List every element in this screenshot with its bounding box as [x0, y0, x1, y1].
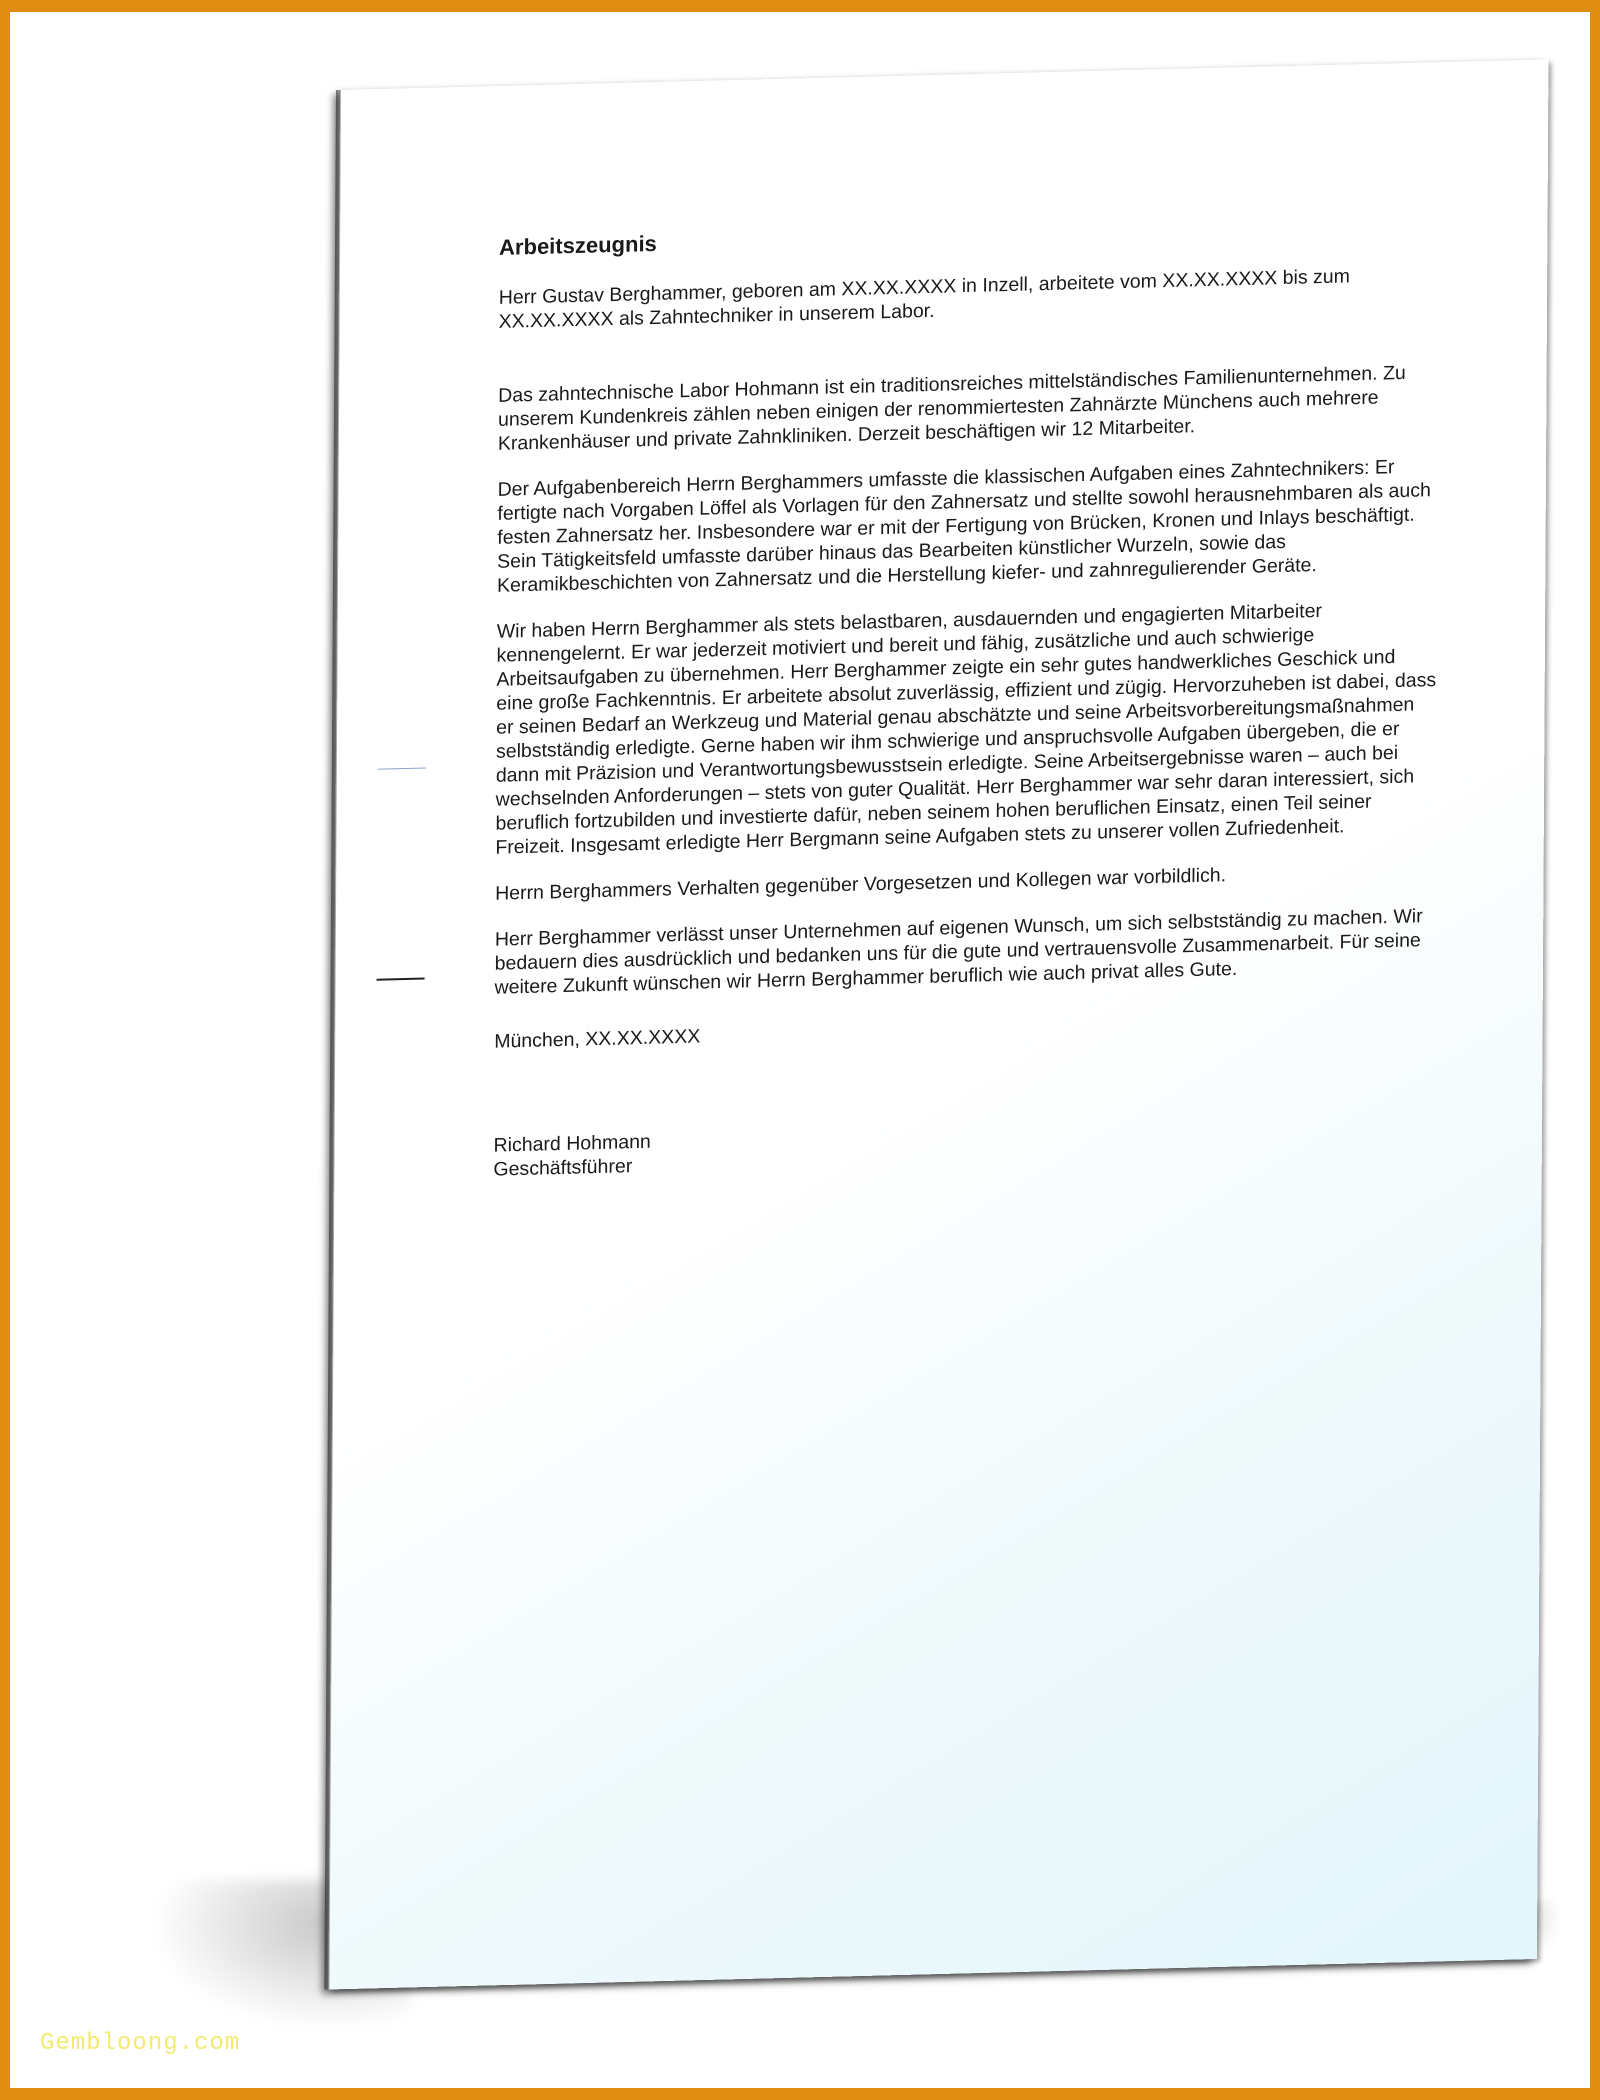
farewell-paragraph: Herr Berghammer verlässt unser Unternehmen auf eigenen Wunsch, um sich selbstständig zu machen. Wir bedauern dies ausdrücklich und bedanken uns für die gute und vertrauensvolle Zusammenarbeit. Für seine weitere Zukunft wünschen wir Herrn Berghammer beruflich wie auch privat alles Gute. — [494, 905, 1423, 999]
document-page-wrapper — [328, 59, 1548, 1989]
assessment-paragraph: Wir haben Herrn Berghammer als stets belastbaren, ausdauernden und engagierten Mitarbeiter kennengelernt. Er war jederzeit motiviert und bereit und fähig, zusätzliche und auch schwierige Arbeitsaufgaben zu übernehmen. Herr Berghammer zeigte ein sehr gutes handwerkliches Geschick und eine große Fachkenntnis. Er arbeitete absolut zuverlässig, effizient und zügig. Hervorzuheben ist dabei, dass er seinen Bedarf an Werkzeug und Material genau abschätzte und seine Arbeitsvorbereitungsmaßnahmen selbstständig erledigte. Gerne haben wir ihm schwierige und anspruchsvolle Aufgaben übergeben, die er dann mit Präzision und Verantwortungsbewusstsein erledigte. Seine Arbeitsergebnisse waren – auch bei wechselnden Anforderungen – stets von guter Qualität. Herr Berghammer war sehr daran interessiert, sich beruflich fortzubilden und investierte dafür, neben seinem hohen beruflichen Einsatz, einen Teil seiner Freizeit. Insgesamt erledigte Herr Bergmann seine Aufgaben stets zu unserer vollen Zufriedenheit. — [495, 599, 1437, 859]
signature-name: Richard Hohmann — [493, 1130, 651, 1157]
document-page — [328, 59, 1548, 1989]
duties-paragraph: Der Aufgabenbereich Herrn Berghammers umfasste die klassischen Aufgaben eines Zahntechnikers: Er fertigte nach Vorgaben Löffel als Vorlagen für den Zahnersatz und stellte sowohl herausnehmbaren als auch festen Zahnersatz her. Insbesondere war er mit der Fertigung von Brücken, Kronen und Inlays beschäftigt. Sein Tätigkeitsfeld umfasste darüber hinaus das Bearbeiten künstlicher Wurzeln, sowie das Keramikbeschichten von Zahnersatz und die Herstellung kiefer- und zahnregulierender Geräte. — [496, 456, 1431, 597]
company-paragraph: Das zahntechnische Labor Hohmann ist ein traditionsreiches mittelständisches Familienunternehmen. Zu unserem Kundenkreis zählen neben einigen der renommiertesten Zahnärzte Münchens auch mehrere Krankenhäuser und private Zahnkliniken. Derzeit beschäftigen wir 12 Mitarbeiter. — [497, 361, 1406, 455]
place-date: München, XX.XX.XXXX — [494, 1025, 701, 1053]
watermark-text: Gembloong.com — [40, 2030, 241, 2057]
intro-paragraph: Herr Gustav Berghammer, geboren am XX.XX.XXXX in Inzell, arbeitete vom XX.XX.XXXX bis zum XX.XX.XXXX als Zahntechniker in unserem Labor. — [498, 265, 1350, 333]
conduct-paragraph: Herrn Berghammers Verhalten gegenüber Vorgesetzen und Kollegen war vorbildlich. — [495, 864, 1227, 905]
document-title: Arbeitszeugnis — [499, 230, 657, 260]
signature-role: Geschäftsführer — [493, 1155, 633, 1181]
fold-mark — [378, 768, 426, 770]
document-content — [493, 212, 1439, 1182]
punch-mark — [377, 977, 425, 980]
